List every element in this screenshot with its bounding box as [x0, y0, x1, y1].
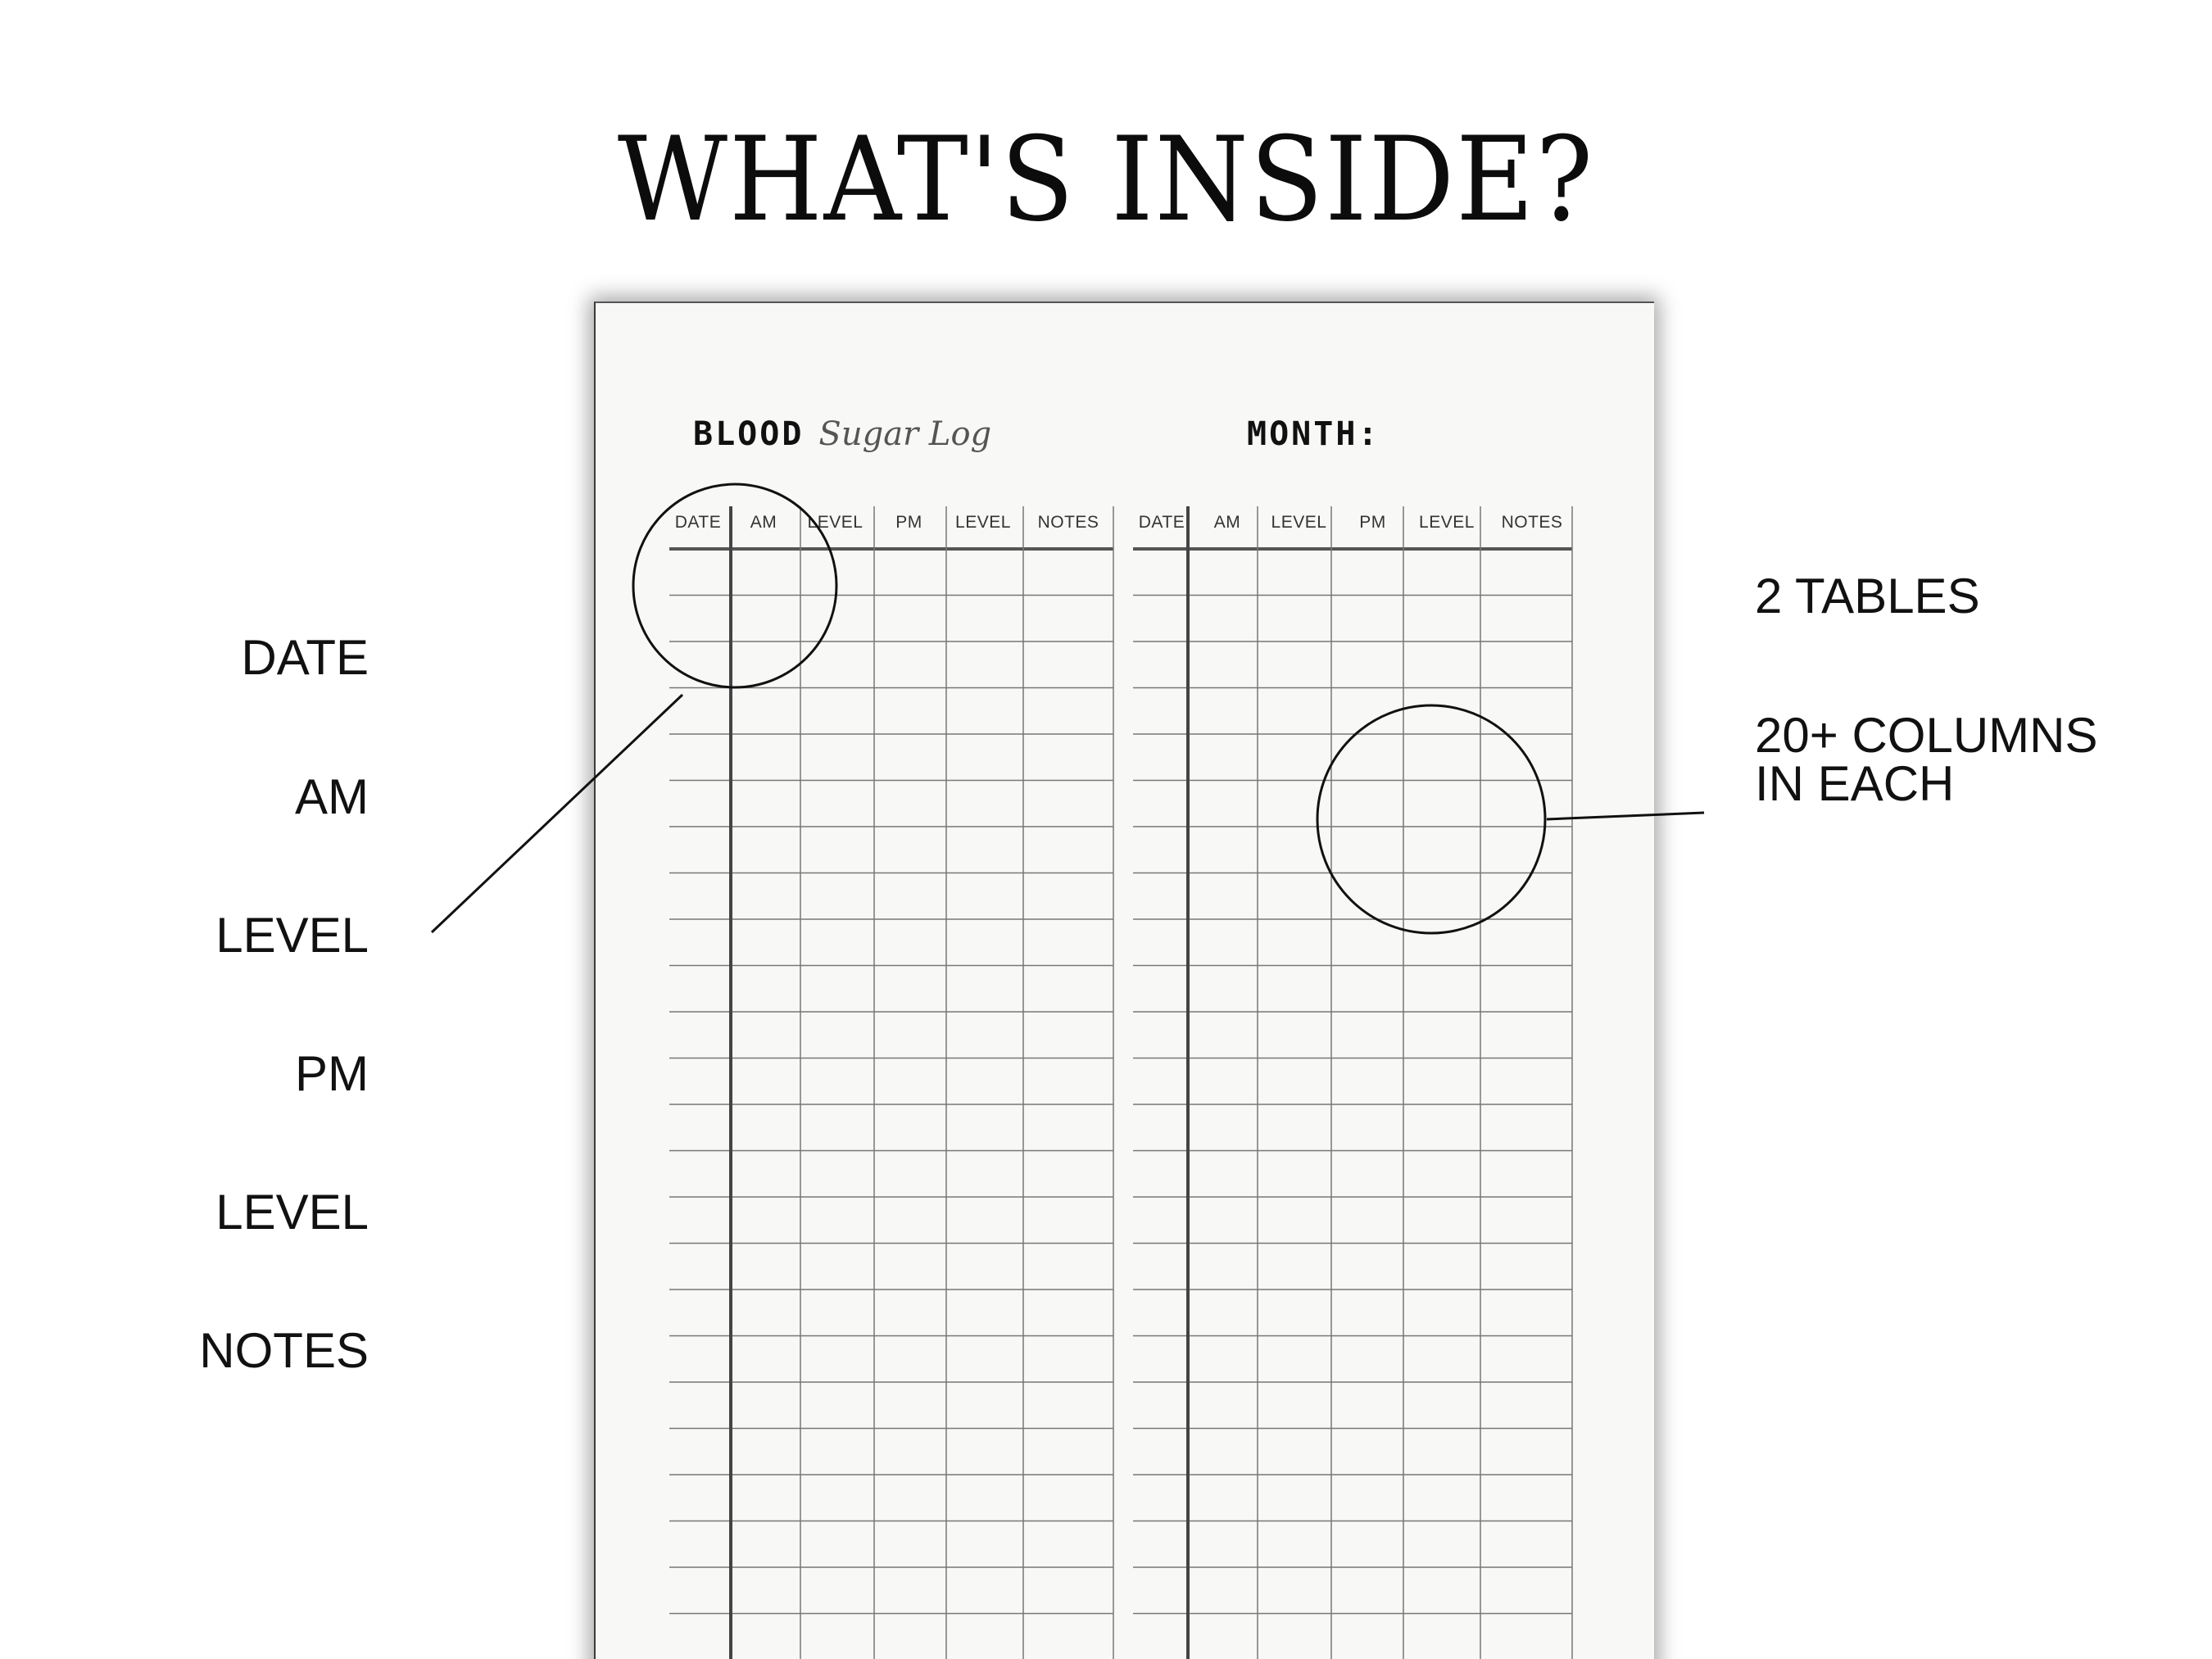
callout-circle-left — [633, 484, 836, 687]
callout-line-left — [432, 695, 682, 932]
callout-line-right — [1547, 813, 1704, 819]
label-notes: NOTES — [199, 1323, 369, 1378]
t2-header-pm: PM — [1359, 513, 1386, 532]
note-tables: 2 TABLES — [1755, 569, 1980, 623]
label-level-pm: LEVEL — [215, 1185, 369, 1240]
label-level-am: LEVEL — [215, 908, 369, 963]
month-label: MONTH: — [1247, 415, 1380, 453]
t2-header-level: LEVEL — [1271, 513, 1327, 532]
t2-header-date: DATE — [1138, 513, 1185, 532]
page-title: WHAT'S INSIDE? — [617, 112, 1595, 247]
t2-header-notes: NOTES — [1501, 513, 1563, 532]
t1-header-am: AM — [750, 513, 777, 532]
label-am: AM — [295, 769, 369, 824]
t1-header-level-2: LEVEL — [955, 513, 1011, 532]
label-date: DATE — [241, 630, 369, 685]
brand-script: Sugar Log — [818, 415, 992, 453]
note-columns-each: IN EACH — [1755, 756, 1955, 811]
t1-header-pm: PM — [895, 513, 922, 532]
t1-header-date: DATE — [674, 513, 722, 532]
brand-bold: BLOOD — [693, 415, 805, 453]
note-columns: 20+ COLUMNS — [1755, 708, 2098, 763]
t1-header-notes: NOTES — [1037, 513, 1099, 532]
label-pm: PM — [295, 1046, 369, 1101]
callout-circle-right — [1317, 705, 1545, 933]
t2-header-am: AM — [1213, 513, 1241, 532]
t2-header-level-2: LEVEL — [1419, 513, 1475, 532]
t1-header-level: LEVEL — [807, 513, 863, 532]
